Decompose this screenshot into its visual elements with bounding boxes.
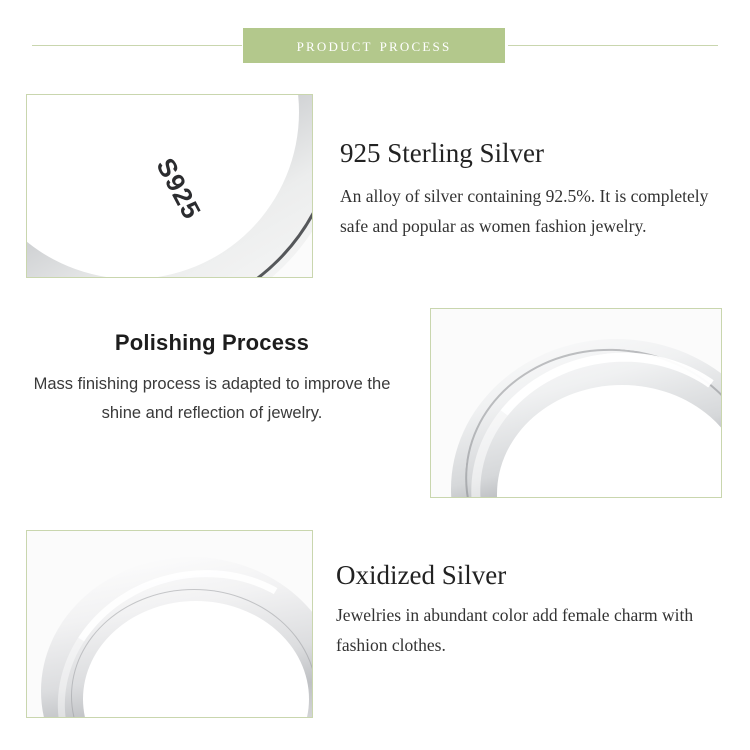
image-sterling-silver-inner xyxy=(27,95,312,277)
image-polishing-process xyxy=(430,308,722,498)
image-polishing-process-inner xyxy=(431,309,721,497)
page-title: product process xyxy=(296,35,452,56)
section-title-polishing-process: Polishing Process xyxy=(114,330,310,355)
header-rule-right xyxy=(508,45,718,46)
image-sterling-silver xyxy=(26,94,313,278)
section-sterling-silver xyxy=(340,138,720,241)
section-title-oxidized-silver: Oxidized Silver xyxy=(336,560,507,590)
image-oxidized-silver-inner xyxy=(27,531,312,717)
section-title-sterling-silver: 925 Sterling Silver xyxy=(340,138,544,168)
s925-stamp-text: S925 xyxy=(150,153,208,225)
section-body-polishing-process: Mass finishing process is adapted to improve the shine and reflection of jewelry. xyxy=(33,375,391,423)
page-header xyxy=(0,28,750,64)
section-body-oxidized-silver: Jewelries in abundant color add female charm with fashion clothes. xyxy=(336,605,694,655)
header-rule-left xyxy=(32,45,242,46)
section-body-sterling-silver: An alloy of silver containing 92.5%. It is completely safe and popular as women fashion jewelry. xyxy=(340,186,709,237)
image-oxidized-silver xyxy=(26,530,313,718)
section-oxidized-silver xyxy=(336,560,728,661)
section-polishing-process xyxy=(22,330,402,429)
